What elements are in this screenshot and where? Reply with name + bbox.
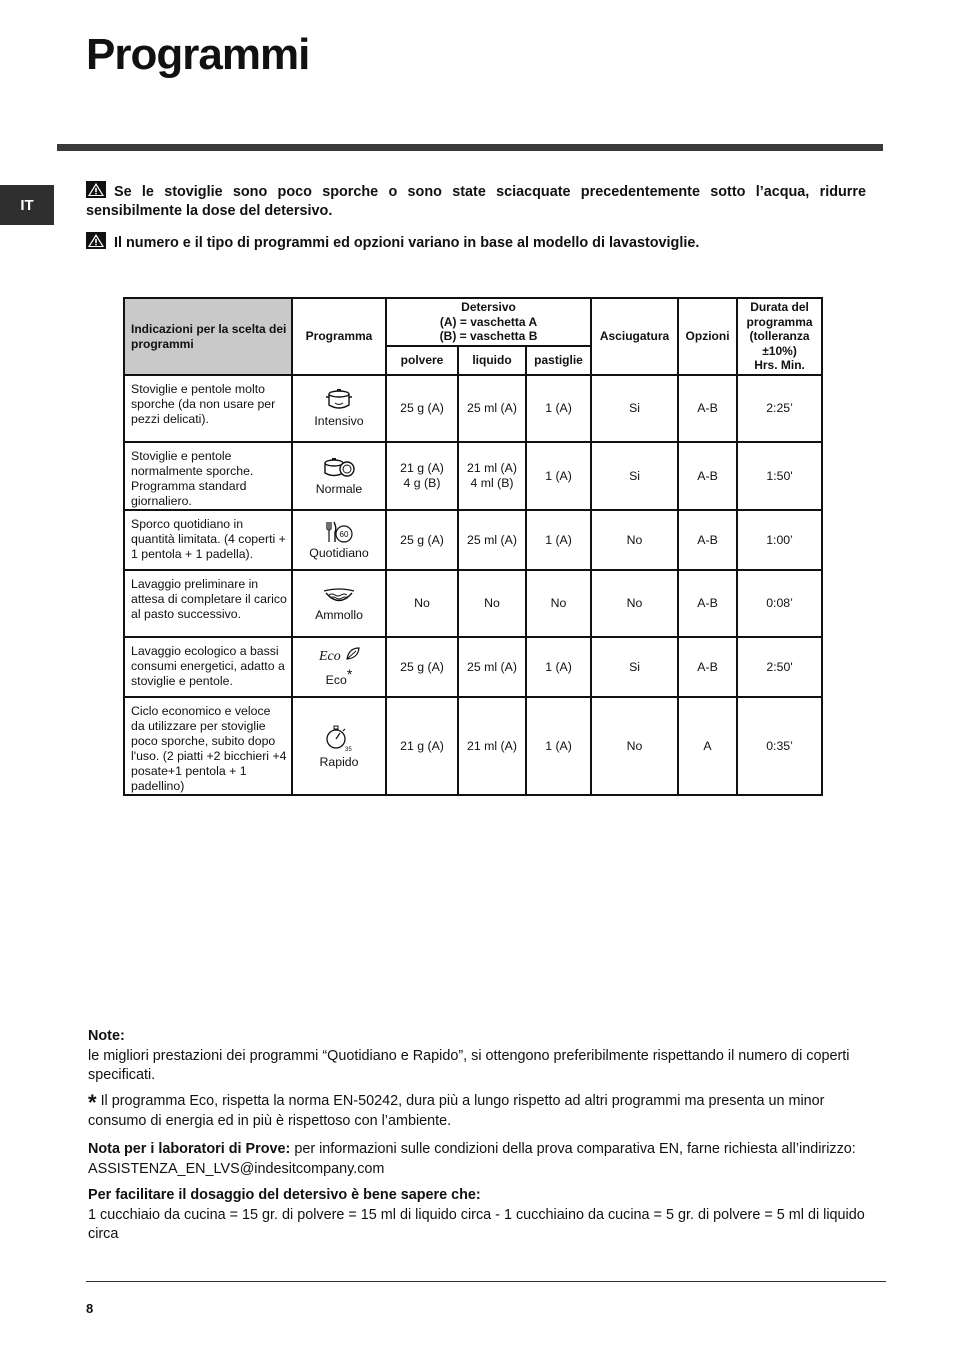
program-description: Lavaggio preliminare in attesa di completare il carico al pasto successivo. <box>124 570 292 637</box>
eco-note-asterisk: * <box>88 1090 97 1115</box>
program-description: Lavaggio ecologico a bassi consumi energetici, adatto a stoviglie e pentole. <box>124 637 292 697</box>
program-cell <box>292 570 386 637</box>
program-name: Rapido <box>319 754 359 769</box>
programs-table <box>123 297 823 796</box>
drying-value: Si <box>591 375 678 442</box>
program-description: Ciclo economico e veloce da utilizzare per stoviglie poco sporche, subito dopo l'uso. (2 piatti +2 bicchieri +4 posate+1 pentola + 1 padellino) <box>124 697 292 795</box>
tablets-value: No <box>526 570 591 637</box>
options-value: A-B <box>678 442 737 510</box>
language-tab: IT <box>0 185 54 225</box>
liquid-value: 25 ml (A) <box>458 375 526 442</box>
header-program: Programma <box>292 298 386 375</box>
duration-value: 1:00’ <box>737 510 822 570</box>
powder-value: 25 g (A) <box>386 510 458 570</box>
note-text: le migliori prestazioni dei programmi “Quotidiano e Rapido”, si ottengono preferibilmente rispettando il numero di coperti specificati. <box>88 1047 850 1083</box>
program-description: Sporco quotidiano in quantità limitata. (4 coperti + 1 pentola + 1 padella). <box>124 510 292 570</box>
table-row <box>124 442 822 510</box>
program-cell <box>292 637 386 697</box>
table-row <box>124 510 822 570</box>
program-name: Normale <box>315 481 363 496</box>
warning-icon <box>86 181 106 198</box>
note-title: Note: <box>88 1028 125 1044</box>
drying-value: No <box>591 697 678 795</box>
header-rule <box>57 144 883 151</box>
options-value: A-B <box>678 510 737 570</box>
lab-note-text: per informazioni sulle condizioni della prova comparativa EN, farne richiesta all’indirizzo: ASSISTENZA_EN_LVS@indesitcompany.com <box>88 1141 856 1177</box>
pot-icon <box>324 388 354 412</box>
table-row <box>124 697 822 795</box>
powder-value: 21 g (A) 4 g (B) <box>386 442 458 510</box>
program-cell <box>292 697 386 795</box>
tablets-value: 1 (A) <box>526 510 591 570</box>
svg-text:60: 60 <box>339 529 349 539</box>
liquid-value: 21 ml (A) <box>458 697 526 795</box>
program-description: Stoviglie e pentole normalmente sporche. Programma standard giornaliero. <box>124 442 292 510</box>
eco-note <box>88 1092 868 1131</box>
lab-note <box>88 1140 868 1179</box>
duration-value: 2:50' <box>737 637 822 697</box>
liquid-value: 25 ml (A) <box>458 637 526 697</box>
header-liquid: liquido <box>458 346 526 375</box>
svg-text:Eco: Eco <box>319 649 341 665</box>
drying-value: Si <box>591 637 678 697</box>
program-cell <box>292 375 386 442</box>
warning-note-2 <box>86 232 866 253</box>
liquid-value: No <box>458 570 526 637</box>
liquid-value: 21 ml (A) 4 ml (B) <box>458 442 526 510</box>
warning-text-1: Se le stoviglie sono poco sporche o sono state sciacquate precedentemente sotto l’acqua, ridurre sensibilmente la dose del detersivo. <box>86 184 866 219</box>
powder-value: 21 g (A) <box>386 697 458 795</box>
warning-text-2: Il numero e il tipo di programmi ed opzioni variano in base al modello di lavastoviglie. <box>114 235 700 251</box>
eco-note-text: Il programma Eco, rispetta la norma EN-50242, dura più a lungo rispetto ad altri programmi ma presenta un minor consumo di energia ed in più è rispettoso con l’ambiente. <box>88 1093 825 1129</box>
header-drying: Asciugatura <box>591 298 678 375</box>
page-title: Programmi <box>86 30 310 79</box>
program-name: Eco* <box>325 666 353 688</box>
powder-value: 25 g (A) <box>386 637 458 697</box>
footer-rule <box>86 1281 886 1282</box>
table-row <box>124 375 822 442</box>
duration-value: 0:08’ <box>737 570 822 637</box>
duration-value: 2:25’ <box>737 375 822 442</box>
tablets-value: 1 (A) <box>526 637 591 697</box>
header-powder: polvere <box>386 346 458 375</box>
options-value: A-B <box>678 570 737 637</box>
header-duration: Durata del programma (tolleranza ±10%) Hrs. Min. <box>737 298 822 375</box>
tablets-value: 1 (A) <box>526 375 591 442</box>
program-description: Stoviglie e pentole molto sporche (da non usare per pezzi delicati). <box>124 375 292 442</box>
duration-value: 0:35’ <box>737 697 822 795</box>
eco-leaf-icon <box>317 645 361 665</box>
tablets-value: 1 (A) <box>526 697 591 795</box>
dosage-note-text: 1 cucchiaio da cucina = 15 gr. di polvere = 15 ml di liquido circa - 1 cucchiaino da cucina = 5 gr. di polvere = 5 ml di liquido circa <box>88 1206 865 1242</box>
svg-text:35: 35 <box>345 746 352 753</box>
liquid-value: 25 ml (A) <box>458 510 526 570</box>
powder-value: 25 g (A) <box>386 375 458 442</box>
program-cell <box>292 442 386 510</box>
header-detergent: Detersivo (A) = vaschetta A (B) = vaschetta B <box>386 298 591 346</box>
warning-note-1 <box>86 181 866 221</box>
stopwatch-35-icon <box>322 723 356 753</box>
pot-and-dish-icon <box>321 456 357 480</box>
table-row <box>124 570 822 637</box>
program-name: Intensivo <box>314 414 364 428</box>
drying-value: Si <box>591 442 678 510</box>
program-cell <box>292 510 386 570</box>
note-section <box>88 1027 868 1086</box>
table-row <box>124 637 822 697</box>
options-value: A-B <box>678 637 737 697</box>
program-name: Ammollo <box>315 608 363 622</box>
options-value: A-B <box>678 375 737 442</box>
duration-value: 1:50' <box>737 442 822 510</box>
drying-value: No <box>591 510 678 570</box>
soak-bowl-icon <box>321 584 357 606</box>
powder-value: No <box>386 570 458 637</box>
lab-note-title: Nota per i laboratori di Prove: <box>88 1141 291 1157</box>
header-tablets: pastiglie <box>526 346 591 375</box>
program-name: Quotidiano <box>309 545 369 560</box>
tablets-value: 1 (A) <box>526 442 591 510</box>
header-indications: Indicazioni per la scelta dei programmi <box>124 298 292 375</box>
cutlery-60-icon <box>324 520 354 544</box>
options-value: A <box>678 697 737 795</box>
dosage-note-title: Per facilitare il dosaggio del detersivo è bene sapere che: <box>88 1187 481 1203</box>
dosage-note <box>88 1186 868 1245</box>
warning-icon <box>86 232 106 249</box>
drying-value: No <box>591 570 678 637</box>
page-number: 8 <box>86 1301 94 1316</box>
header-options: Opzioni <box>678 298 737 375</box>
eco-asterisk: * <box>346 666 353 683</box>
